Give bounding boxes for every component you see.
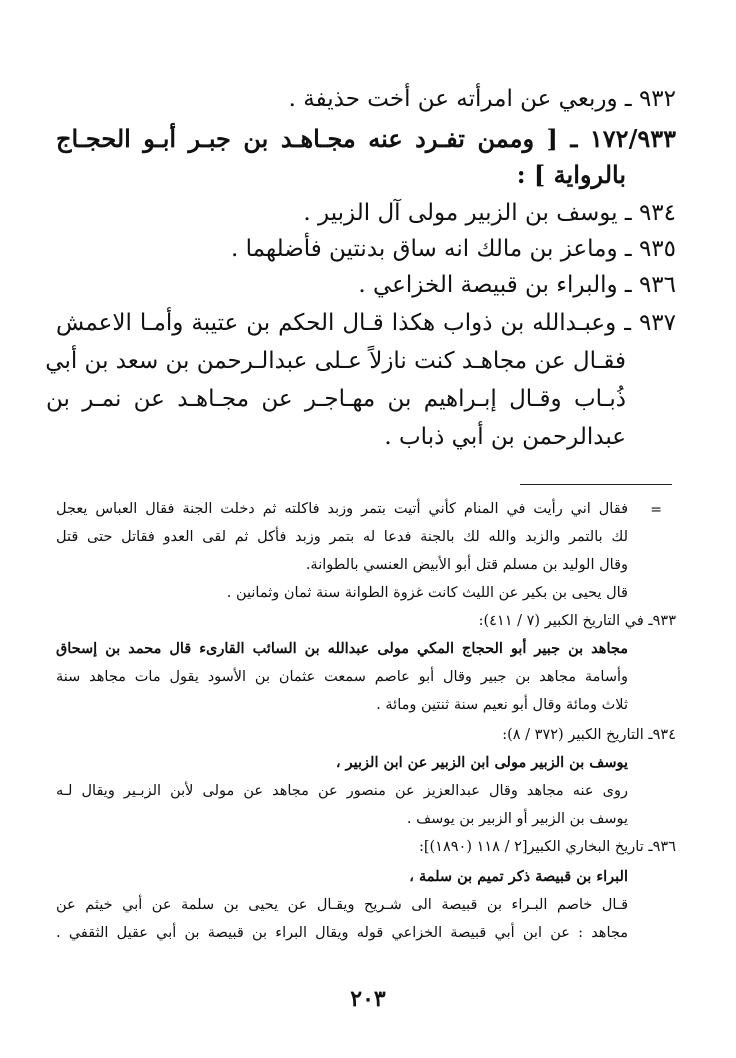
footnote-line: وقال الوليد بن مسلم قتل أبو الأبيض العنسي بالطوانة. [305, 557, 628, 573]
entry-937-line-4: عبدالرحمن بن أبي ذباب . [384, 424, 626, 450]
footnote-line: وأسامة مجاهد بن جبير وقال أبو عاصم سمعت عثمان بن الأسود يقول مات مجاهد سنة [56, 669, 628, 685]
footnote-line: يوسف بن الزبير أو الزبير بن يوسف . [406, 811, 628, 827]
entry-937-line-2: فقـال عن مجاهـد كنت نازلاً عـلى عبدالـرحمن بن سعد بن أبي [45, 348, 626, 374]
section-heading: ١٧٢/٩٣٣ ـ [ وممن تفـرد عنه مجـاهـد بن جبـر أبـو الحجـاج [56, 124, 676, 153]
footnote-divider [520, 484, 672, 485]
footnote-line: يوسف بن الزبير مولى ابن الزبير عن ابن الزبير ، [335, 754, 628, 771]
footnote-line: البراء بن قبيصة ذكر تميم بن سلمة ، [409, 868, 628, 885]
entry-932: ٩٣٢ ـ وربعي عن امرأته عن أخت حذيفة . [288, 86, 676, 112]
entry-937-line-3: ذُبـاب وقـال إبـراهيم بن مهـاجـر عن مجـاهـد عن نمـر بن [46, 386, 626, 412]
footnote-933-heading: ٩٣٣ـ في التاريخ الكبير (٧ / ٤١١): [478, 613, 676, 629]
footnote-line: مجاهد بن جبير أبو الحجاج المكي مولى عبدالله بن السائب القارىء قال محمد بن إسحاق [56, 640, 628, 657]
footnote-line: لك بالتمر والزبد والله لك بالجنة فدعا له بتمر وزبد فأكل ثم لقى العدو فقاتل حتى قتل [56, 529, 628, 545]
footnote-line: فقال اني رأيت في المنام كأني أتيت بتمر وزبد فاكلته ثم دخلت الجنة فقال العباس يعجل [56, 501, 628, 517]
continuation-marker: = [650, 502, 662, 518]
section-heading-continued: بالرواية ] : [516, 160, 626, 189]
footnote-936-heading: ٩٣٦ـ تاريخ البخاري الكبير[٢ / ١١٨ (١٨٩٠)]: [418, 839, 676, 855]
footnote-line: روى عنه مجاهد وقال عبدالعزيز عن منصور عن مجاهد عن مولى لأبن الزبـير ويقال لـه [56, 783, 628, 799]
footnote-line: مجاهد : عن ابن أبي قبيصة الخزاعي قوله ويقال البراء بن قبيصة بن أبي عقيل الثقفي . [56, 925, 628, 941]
footnote-934-heading: ٩٣٤ـ التاريخ الكبير (٣٧٢ / ٨): [502, 727, 676, 743]
page-number: ٢٠٣ [350, 986, 386, 1012]
entry-937: ٩٣٧ ـ وعبـدالله بن ذواب هكذا قـال الحكم بن عتيبة وأمـا الاعمش [56, 310, 676, 336]
entry-935: ٩٣٥ ـ وماعز بن مالك انه ساق بدنتين فأضلهما . [231, 236, 676, 262]
entry-936: ٩٣٦ ـ والبراء بن قبيصة الخزاعي . [358, 272, 676, 298]
footnote-line: قال يحيى بن بكير عن الليث كانت غزوة الطوانة سنة ثمان وثمانين . [226, 585, 628, 601]
footnote-line: قـال خاصم البـراء بن قبيصة الى شـريح ويقـال عن يحيى بن سلمة عن أبي خيثم عن [56, 897, 628, 913]
entry-934: ٩٣٤ ـ يوسف بن الزبير مولى آل الزبير . [303, 200, 676, 226]
footnote-line: ثلاث ومائة وقال أبو نعيم سنة ثنتين ومائة . [376, 697, 628, 713]
